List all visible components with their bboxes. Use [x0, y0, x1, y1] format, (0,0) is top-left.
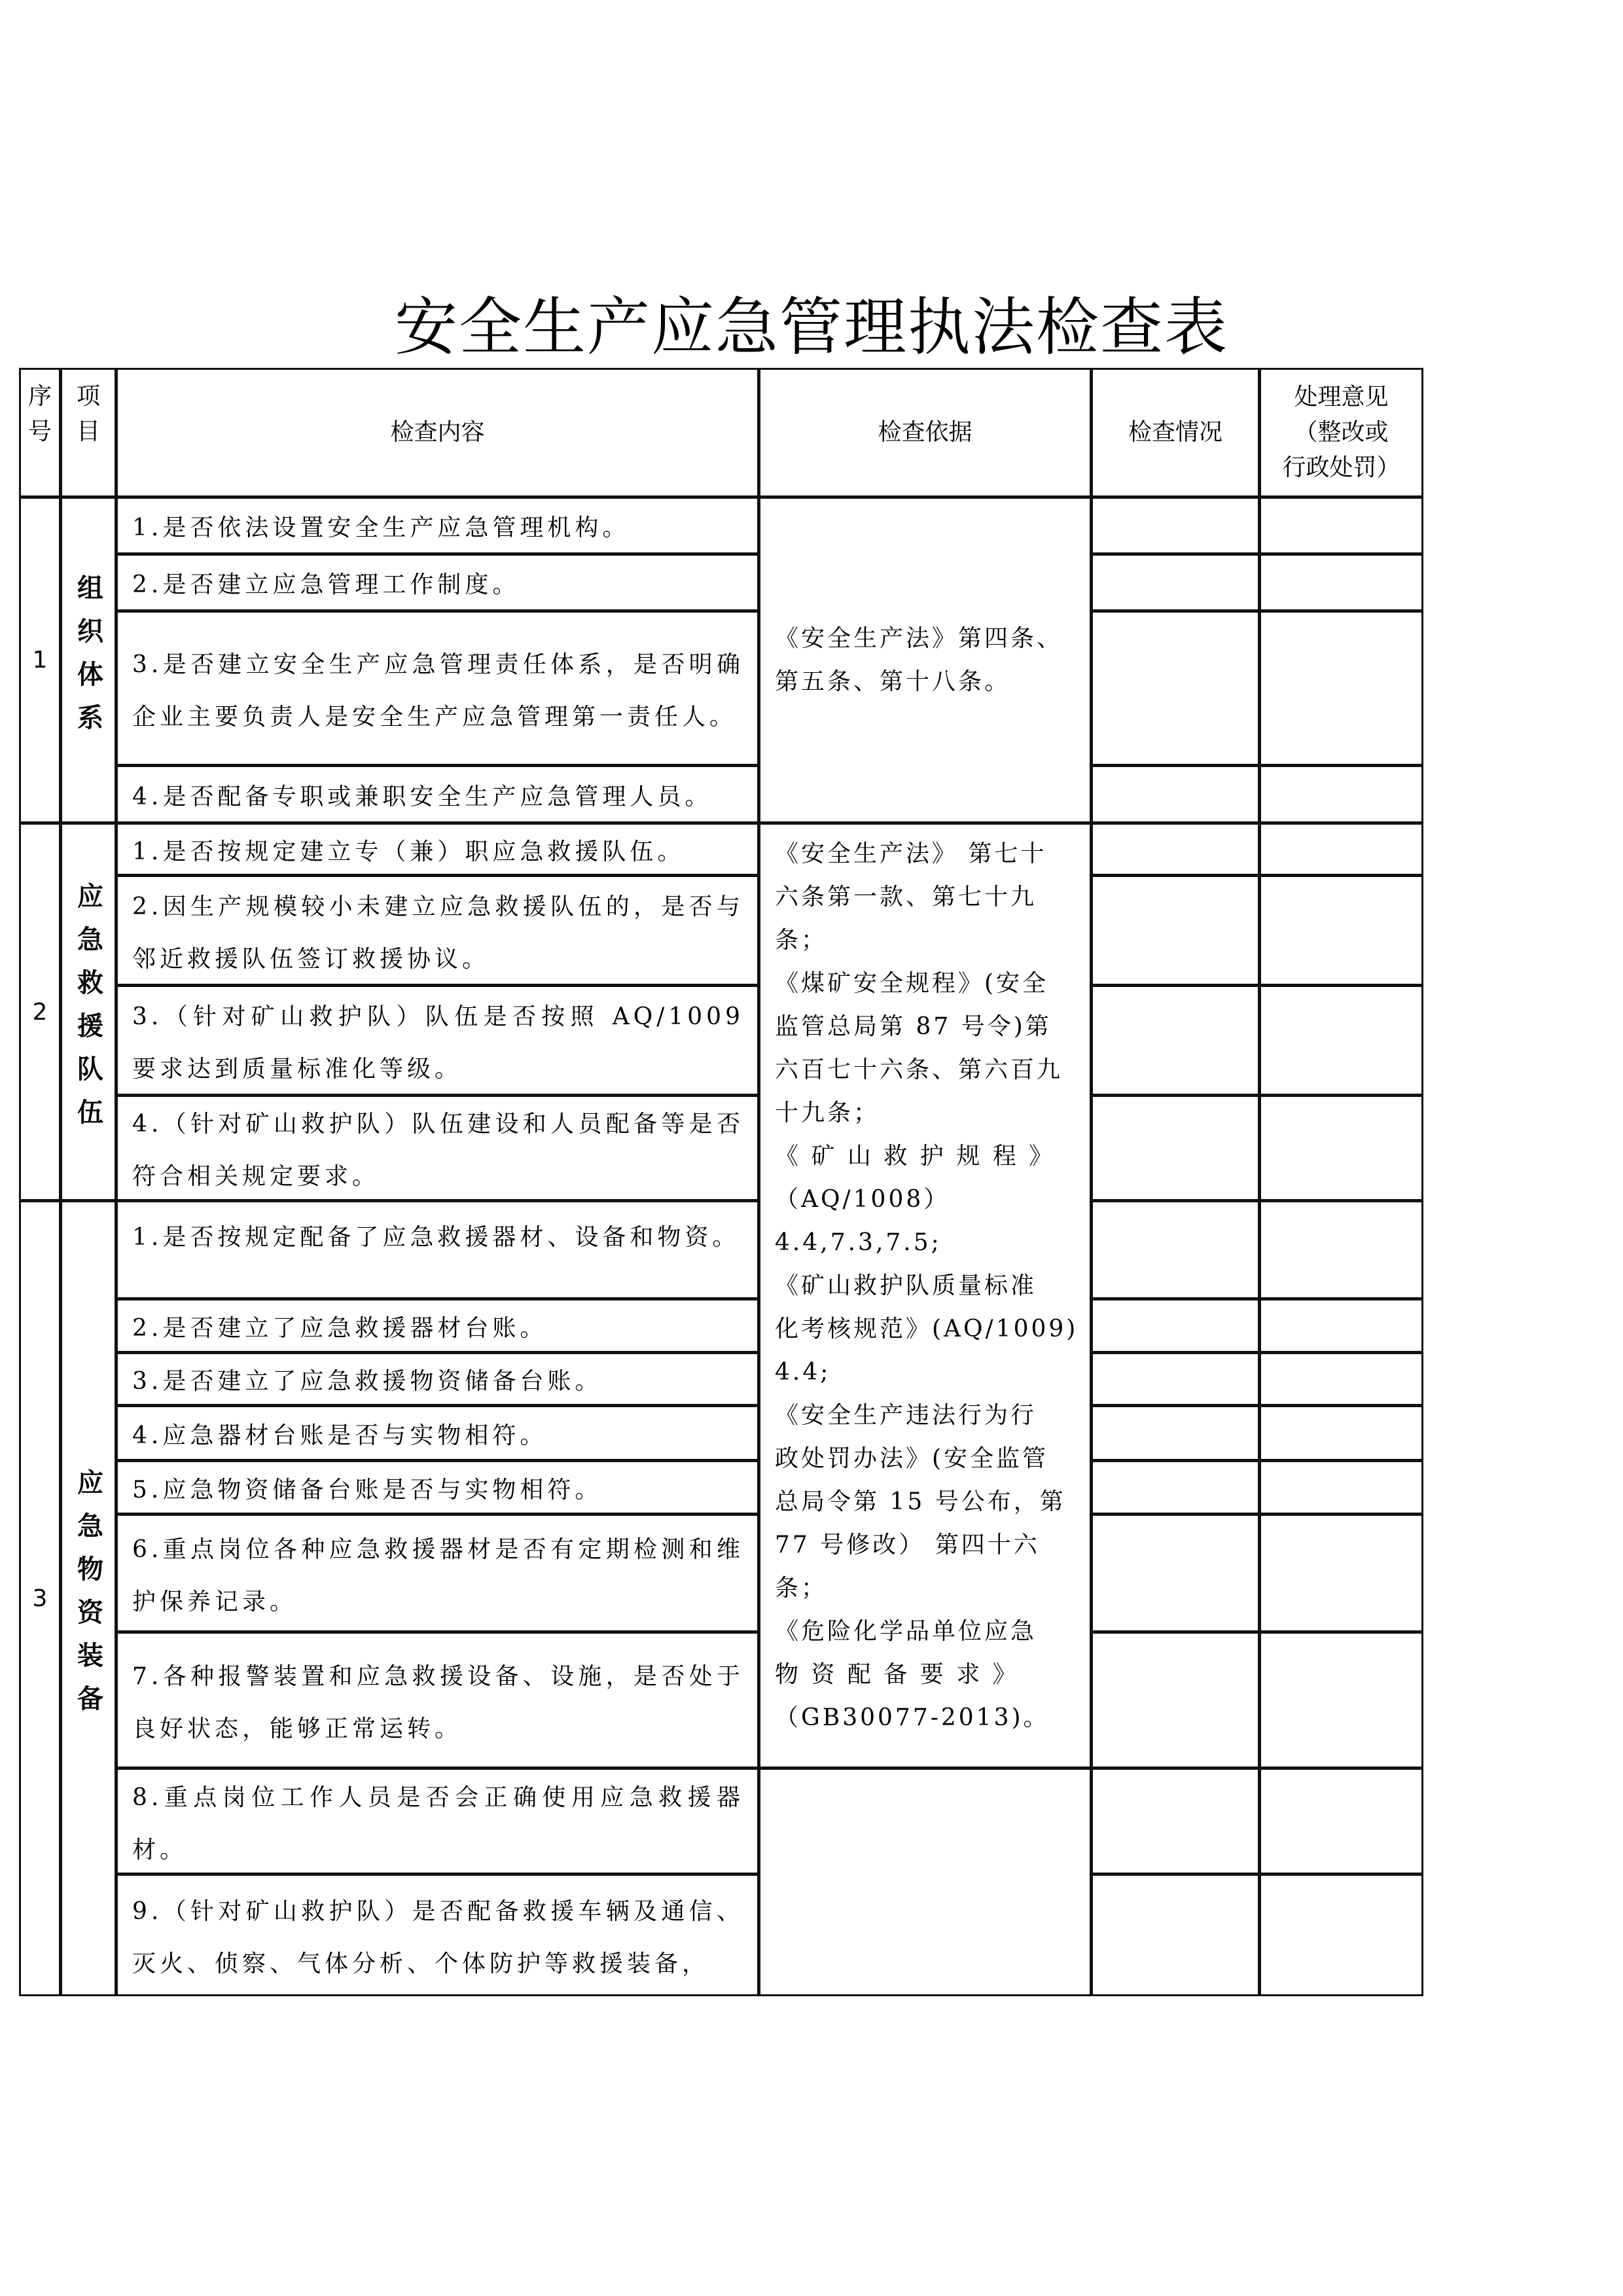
header-basis: 检查依据: [758, 368, 1092, 497]
check-item: [116, 554, 759, 611]
status-cell[interactable]: [1091, 765, 1260, 823]
basis-cell: [758, 497, 1092, 823]
check-item: [116, 1632, 759, 1768]
basis-line: 监管总局第 87 号令)第: [775, 1013, 1052, 1040]
basis-line: （AQ/1008）: [775, 1186, 950, 1213]
opinion-cell[interactable]: [1259, 823, 1423, 876]
check-item-text: 2.是否建立应急管理工作制度。: [132, 571, 520, 598]
status-cell[interactable]: [1091, 611, 1260, 766]
basis-line: 总局令第 15 号公布，第: [775, 1488, 1066, 1515]
opinion-cell[interactable]: [1259, 1095, 1423, 1201]
header-opinion-line3: 行政处罚）: [1282, 454, 1400, 481]
header-seq: [19, 368, 61, 497]
check-item-text: 1.是否按规定建立专（兼）职应急救援队伍。: [132, 838, 685, 865]
header-opinion-line2: （整改或: [1294, 419, 1389, 446]
basis-line: 化考核规范》(AQ/1009): [775, 1316, 1079, 1342]
opinion-cell[interactable]: [1259, 497, 1423, 554]
header-item-line1: 项: [76, 383, 100, 410]
check-item-text: 8.重点岗位工作人员是否会正确使用应急救援器材。: [132, 1784, 744, 1863]
check-item: [116, 1874, 759, 1996]
section-item-label: 应急救援队伍: [73, 882, 103, 1141]
header-opinion-line1: 处理意见: [1294, 384, 1389, 410]
check-item-text: 4.是否配备专职或兼职安全生产应急管理人员。: [132, 783, 713, 810]
status-cell[interactable]: [1091, 1095, 1260, 1201]
status-cell[interactable]: [1091, 1460, 1260, 1515]
opinion-cell[interactable]: [1259, 875, 1423, 986]
opinion-cell[interactable]: [1259, 1632, 1423, 1768]
check-item: [116, 1299, 759, 1353]
status-cell[interactable]: [1091, 875, 1260, 986]
basis-text: [775, 617, 1063, 704]
check-item-text: 2.因生产规模较小未建立应急救援队伍的，是否与邻近救援队伍签订救援协议。: [132, 893, 744, 973]
status-cell[interactable]: [1091, 1632, 1260, 1768]
document-title: 安全生产应急管理执法检查表: [395, 291, 1228, 364]
header-item-line2: 目: [76, 418, 100, 445]
check-item: [116, 1095, 759, 1201]
status-cell[interactable]: [1091, 1768, 1260, 1874]
check-item: [116, 1200, 759, 1299]
basis-line: 《煤矿安全规程》(安全: [775, 970, 1049, 997]
check-item-text: 3.（针对矿山救护队）队伍是否按照 AQ/1009 要求达到质量标准化等级。: [132, 1003, 744, 1083]
check-item-text: 5.应急物资储备台账是否与实物相符。: [132, 1476, 603, 1503]
status-cell[interactable]: [1091, 823, 1260, 876]
status-cell[interactable]: [1091, 1405, 1260, 1461]
basis-line: 条；: [775, 927, 828, 954]
basis-line: 《 矿 山 救 护 规 程 》: [775, 1143, 1056, 1170]
opinion-cell[interactable]: [1259, 985, 1423, 1096]
opinion-cell[interactable]: [1259, 1352, 1423, 1406]
check-item: [116, 875, 759, 986]
header-opinion: [1259, 368, 1423, 497]
section-seq-number: 1: [32, 647, 48, 673]
opinion-cell[interactable]: [1259, 1405, 1423, 1461]
opinion-cell[interactable]: [1259, 1200, 1423, 1299]
section-item-label: 组织体系: [73, 573, 103, 747]
check-item-text: 2.是否建立了应急救援器材台账。: [132, 1314, 548, 1342]
check-item: [116, 1352, 759, 1406]
basis-line: 物 资 配 备 要 求 》: [775, 1661, 1019, 1688]
check-item-text: 1.是否按规定配备了应急救援器材、设备和物资。: [132, 1224, 740, 1251]
check-item: [116, 1768, 759, 1874]
check-item: [116, 985, 759, 1096]
header-seq-line1: 序: [27, 383, 52, 410]
status-cell[interactable]: [1091, 497, 1260, 554]
check-item: [116, 1514, 759, 1632]
section-seq-number: 3: [32, 1585, 48, 1612]
opinion-cell[interactable]: [1259, 554, 1423, 611]
check-item-text: 7.各种报警装置和应急救援设备、设施，是否处于良好状态，能够正常运转。: [132, 1662, 744, 1742]
basis-line: 77 号修改） 第四十六: [775, 1532, 1040, 1558]
opinion-cell[interactable]: [1259, 1460, 1423, 1515]
section-seq: [19, 497, 61, 823]
check-item: [116, 1460, 759, 1515]
basis-line: 4.4;: [775, 1359, 831, 1386]
status-cell[interactable]: [1091, 1352, 1260, 1406]
section-item: [60, 497, 116, 823]
opinion-cell[interactable]: [1259, 611, 1423, 766]
status-cell[interactable]: [1091, 554, 1260, 611]
section-item: [60, 1200, 116, 1996]
status-cell[interactable]: [1091, 1200, 1260, 1299]
status-cell[interactable]: [1091, 1299, 1260, 1353]
opinion-cell[interactable]: [1259, 1514, 1423, 1632]
section-seq: [19, 823, 61, 1201]
status-cell[interactable]: [1091, 1874, 1260, 1996]
basis-line: 第五条、第十八条。: [775, 668, 1011, 695]
check-item-text: 3.是否建立安全生产应急管理责任体系，是否明确企业主要负责人是安全生产应急管理第一责任人。: [132, 651, 744, 730]
basis-line: （GB30077-2013)。: [775, 1704, 1050, 1731]
section-item-label: 应急物资装备: [73, 1469, 103, 1728]
check-item-text: 6.重点岗位各种应急救援器材是否有定期检测和维护保养记录。: [132, 1535, 744, 1615]
check-item-text: 1.是否依法设置安全生产应急管理机构。: [132, 514, 630, 541]
status-cell[interactable]: [1091, 1514, 1260, 1632]
basis-line: 《安全生产违法行为行: [775, 1402, 1037, 1429]
section-seq: [19, 1200, 61, 1996]
basis-cell: [758, 1768, 1092, 1996]
check-item: [116, 497, 759, 554]
check-item-text: 3.是否建立了应急救援物资储备台账。: [132, 1368, 603, 1395]
header-status: 检查情况: [1091, 368, 1260, 497]
check-item-text: 4.（针对矿山救护队）队伍建设和人员配备等是否符合相关规定要求。: [132, 1111, 744, 1190]
check-item-text: 4.应急器材台账是否与实物相符。: [132, 1422, 548, 1449]
opinion-cell[interactable]: [1259, 765, 1423, 823]
status-cell[interactable]: [1091, 985, 1260, 1096]
header-seq-line2: 号: [27, 418, 52, 445]
section-item: [60, 823, 116, 1201]
check-item: [116, 1405, 759, 1461]
opinion-cell[interactable]: [1259, 1874, 1423, 1996]
basis-line: 政处罚办法》(安全监管: [775, 1445, 1049, 1472]
header-item: [60, 368, 116, 497]
basis-line: 《危险化学品单位应急: [775, 1618, 1037, 1645]
basis-line: 条；: [775, 1575, 828, 1602]
basis-text: [775, 833, 1078, 1740]
section-seq-number: 2: [32, 998, 48, 1026]
basis-line: 《矿山救护队质量标准: [775, 1272, 1037, 1299]
basis-cell: [758, 823, 1092, 1768]
basis-line: 4.4,7.3,7.5;: [775, 1229, 942, 1256]
opinion-cell[interactable]: [1259, 1299, 1423, 1353]
check-item: [116, 611, 759, 766]
basis-line: 《安全生产法》 第七十: [775, 840, 1047, 867]
basis-line: 六条第一款、第七十九: [775, 884, 1037, 910]
check-item: [116, 823, 759, 876]
check-item-text: 9.（针对矿山救护队）是否配备救援车辆及通信、灭火、侦察、气体分析、个体防护等救援装备，: [132, 1897, 744, 1977]
opinion-cell[interactable]: [1259, 1768, 1423, 1874]
header-content: 检查内容: [116, 368, 759, 497]
basis-line: 《安全生产法》第四条、: [775, 624, 1063, 652]
check-item: [116, 765, 759, 823]
basis-line: 六百七十六条、第六百九: [775, 1056, 1063, 1083]
basis-line: 十九条；: [775, 1100, 880, 1126]
